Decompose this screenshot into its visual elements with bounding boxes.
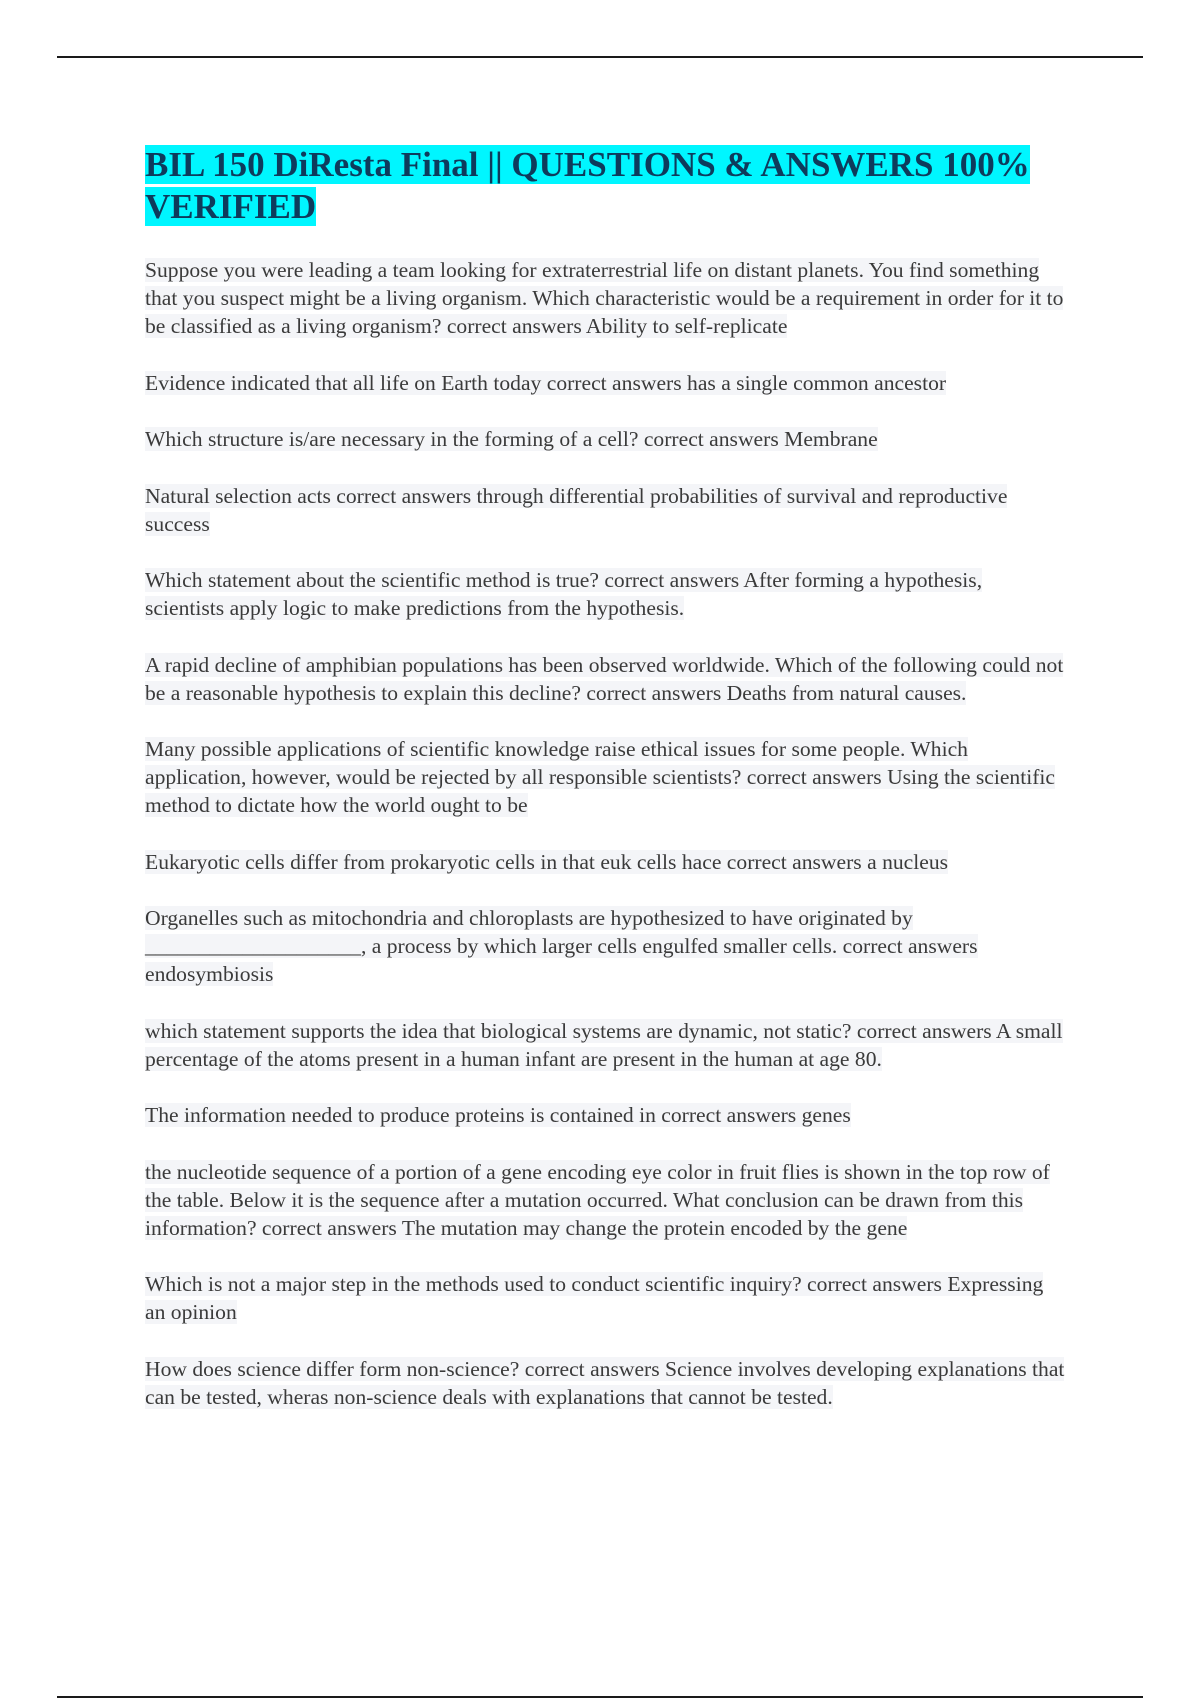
- qa-item: [145, 848, 1065, 876]
- qa-list: [145, 256, 1065, 1411]
- qa-item: [145, 1158, 1065, 1242]
- qa-item-text: Suppose you were leading a team looking for extraterrestrial life on distant planets. You find something that you suspect might be a living organism. Which characteristic would be a requirement in order for it to be classified as a living organism? correct answers Ability to self-replicate: [145, 258, 1064, 338]
- document-title-text: BIL 150 DiResta Final || QUESTIONS & ANSWERS 100% VERIFIED: [145, 145, 1030, 226]
- qa-item: [145, 482, 1065, 538]
- qa-item-text: A rapid decline of amphibian populations has been observed worldwide. Which of the following could not be a reasonable hypothesis to explain this decline? correct answers Deaths from natural causes.: [145, 652, 1064, 705]
- qa-item: [145, 566, 1065, 622]
- top-rule: [57, 56, 1143, 58]
- qa-item: [145, 425, 1065, 453]
- qa-item: [145, 651, 1065, 707]
- qa-item: [145, 735, 1065, 819]
- qa-item: [145, 1355, 1065, 1411]
- qa-item-text: The information needed to produce proteins is contained in correct answers genes: [145, 1103, 851, 1127]
- qa-item-text: which statement supports the idea that biological systems are dynamic, not static? correct answers A small percentage of the atoms present in a human infant are present in the human at age 80.: [145, 1018, 1063, 1071]
- qa-item-text: Which structure is/are necessary in the forming of a cell? correct answers Membrane: [145, 427, 878, 451]
- qa-item-text: Natural selection acts correct answers through differential probabilities of survival and reproductive success: [145, 483, 1008, 536]
- bottom-rule: [57, 1696, 1143, 1698]
- document-body: [145, 144, 1065, 1439]
- qa-item-text: Which statement about the scientific method is true? correct answers After forming a hypothesis, scientists apply logic to make predictions from the hypothesis.: [145, 568, 983, 620]
- qa-item-text: the nucleotide sequence of a portion of a gene encoding eye color in fruit flies is shown in the top row of the table. Below it is the sequence after a mutation occurred. What conclusion can be drawn from this information? correct answers The mutation may change the protein encoded by the gene: [145, 1159, 1050, 1240]
- document-title: [145, 144, 1065, 228]
- qa-item: [145, 369, 1065, 397]
- qa-item: [145, 256, 1065, 340]
- qa-item-text: Organelles such as mitochondria and chloroplasts are hypothesized to have originated by ____________________, a process by which larger cells engulfed smaller cells. correct answers endosymbiosis: [145, 906, 978, 986]
- qa-item-text: Which is not a major step in the methods used to conduct scientific inquiry? correct answers Expressing an opinion: [145, 1272, 1044, 1324]
- qa-item-text: Evidence indicated that all life on Earth today correct answers has a single common ancestor: [145, 370, 947, 395]
- qa-item: [145, 1017, 1065, 1073]
- qa-item-text: Many possible applications of scientific knowledge raise ethical issues for some people. Which application, however, would be rejected by all responsible scientists? correct answers Using the scientific method to dictate how the world ought to be: [145, 737, 1055, 817]
- qa-item-text: How does science differ form non-science? correct answers Science involves developing explanations that can be tested, wheras non-science deals with explanations that cannot be tested.: [145, 1356, 1065, 1409]
- qa-item: [145, 1101, 1065, 1129]
- qa-item-text: Eukaryotic cells differ from prokaryotic cells in that euk cells hace correct answers a nucleus: [145, 849, 949, 874]
- qa-item: [145, 904, 1065, 988]
- qa-item: [145, 1270, 1065, 1326]
